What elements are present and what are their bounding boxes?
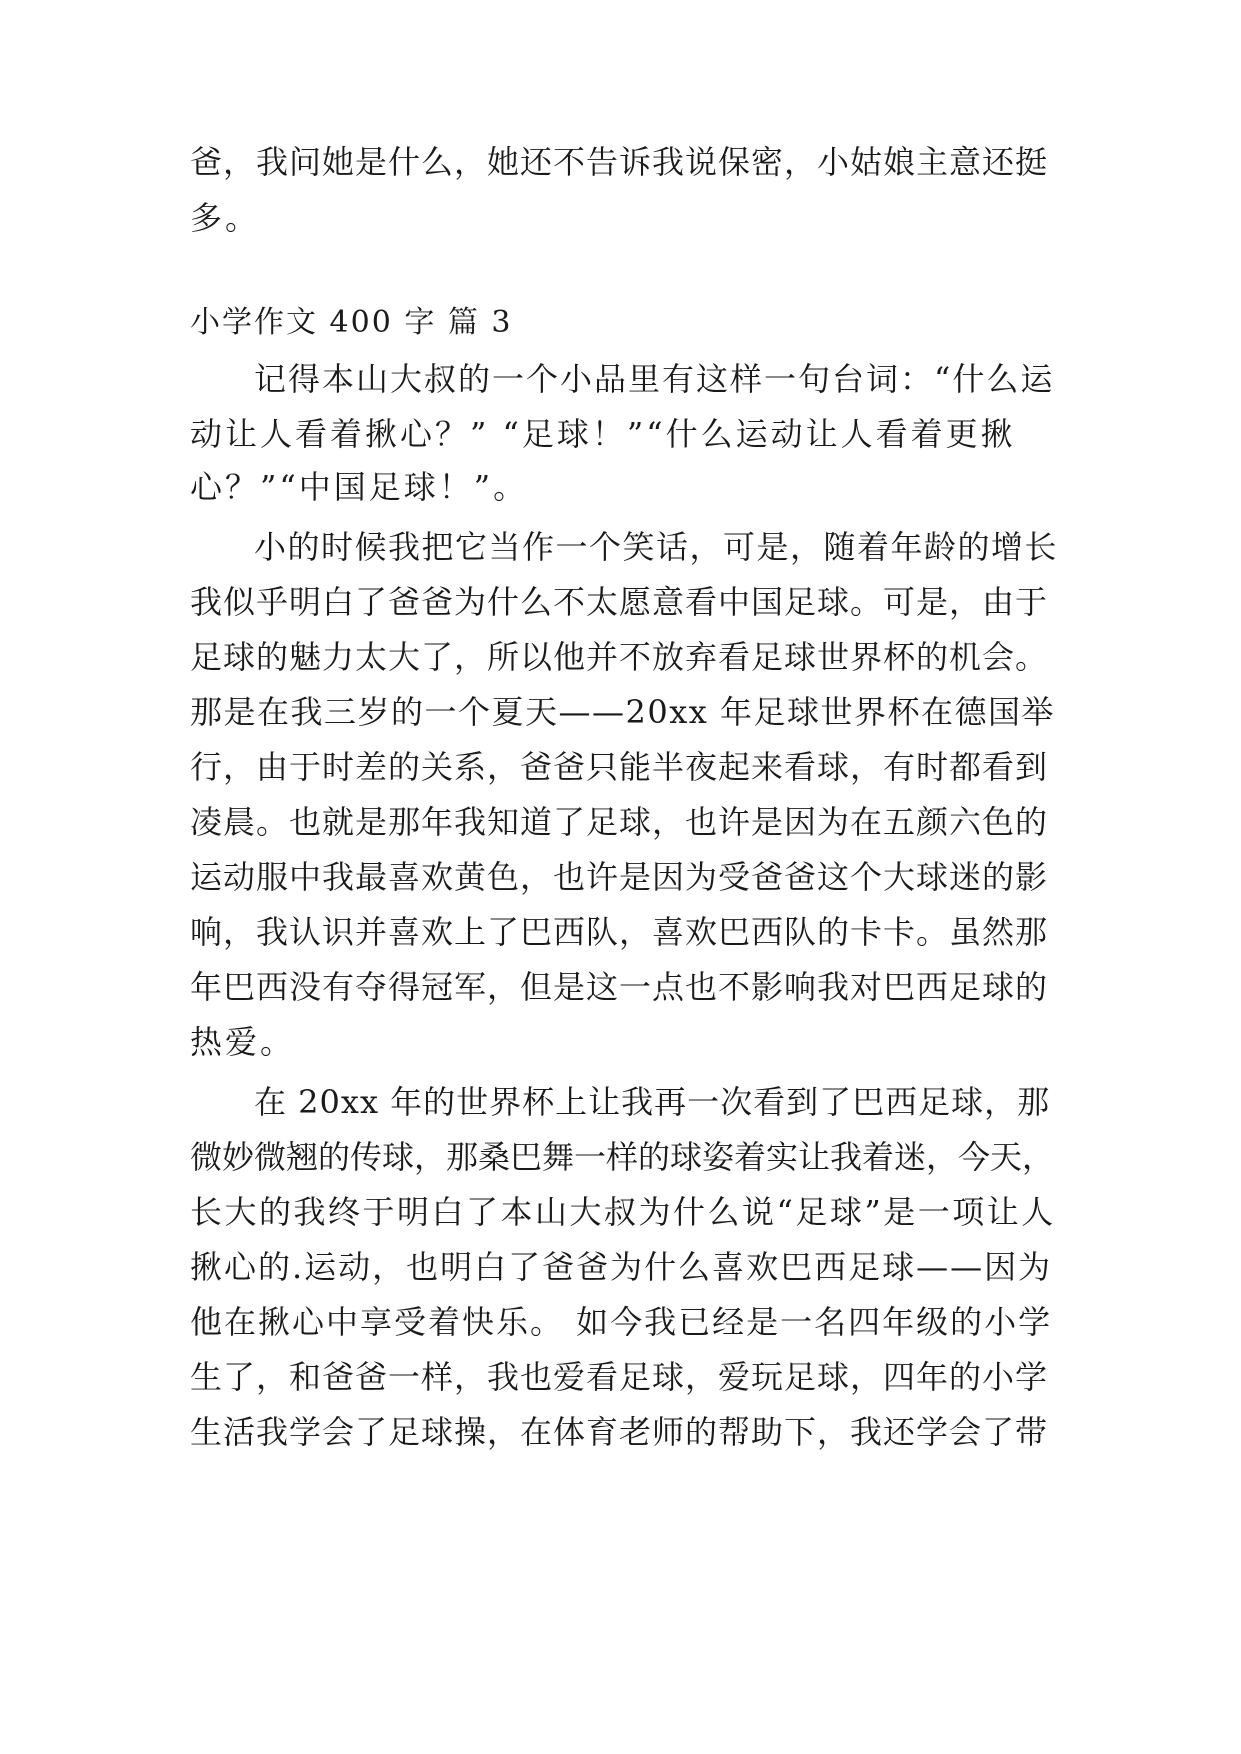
paragraph-line: 小的时候我把它当作一个笑话，可是，随着年龄的增长 (254, 528, 1059, 566)
paragraph-line: 微妙微翘的传球，那桑巴舞一样的球姿着实让我着迷，今天， (190, 1138, 1055, 1176)
intro-line: 爸，我问她是什么，她还不告诉我说保密，小姑娘主意还挺 (190, 143, 1049, 181)
paragraph-line: 响，我认识并喜欢上了巴西队，喜欢巴西队的卡卡。虽然那 (190, 913, 1049, 951)
paragraph-line: 动让人看着揪心？” “足球！”“什么运动让人看着更揪 (190, 415, 1016, 453)
section-heading: 小学作文 400 字 篇 3 (190, 305, 513, 340)
paragraph-line: 长大的我终于明白了本山大叔为什么说“足球”是一项让人 (190, 1193, 1056, 1231)
paragraph-line: 记得本山大叔的一个小品里有这样一句台词：“什么运 (254, 360, 1055, 398)
paragraph-line: 在 20xx 年的世界杯上让我再一次看到了巴西足球，那 (254, 1083, 1051, 1121)
paragraph-line: 生活我学会了足球操，在体育老师的帮助下，我还学会了带 (190, 1413, 1049, 1451)
paragraph-line: 运动服中我最喜欢黄色，也许是因为受爸爸这个大球迷的影 (190, 858, 1049, 896)
paragraph-line: 凌晨。也就是那年我知道了足球，也许是因为在五颜六色的 (190, 803, 1049, 841)
paragraph-line: 行，由于时差的关系，爸爸只能半夜起来看球，有时都看到 (190, 748, 1049, 786)
paragraph-line: 心？”“中国足球！”。 (190, 468, 529, 506)
paragraph-line: 热爱。 (190, 1023, 296, 1061)
paragraph-line: 揪心的.运动，也明白了爸爸为什么喜欢巴西足球——因为 (190, 1248, 1053, 1286)
paragraph-line: 足球的魅力太大了，所以他并不放弃看足球世界杯的机会。 (190, 638, 1049, 676)
paragraph-line: 那是在我三岁的一个夏天——20xx 年足球世界杯在德国举 (190, 693, 1055, 731)
paragraph-line: 他在揪心中享受着快乐。 如今我已经是一名四年级的小学 (190, 1303, 1053, 1341)
paragraph-line: 年巴西没有夺得冠军，但是这一点也不影响我对巴西足球的 (190, 968, 1049, 1006)
paragraph-line: 生了，和爸爸一样，我也爱看足球，爱玩足球，四年的小学 (190, 1358, 1049, 1396)
intro-line: 多。 (190, 199, 261, 237)
paragraph-line: 我似乎明白了爸爸为什么不太愿意看中国足球。可是，由于 (190, 583, 1049, 621)
